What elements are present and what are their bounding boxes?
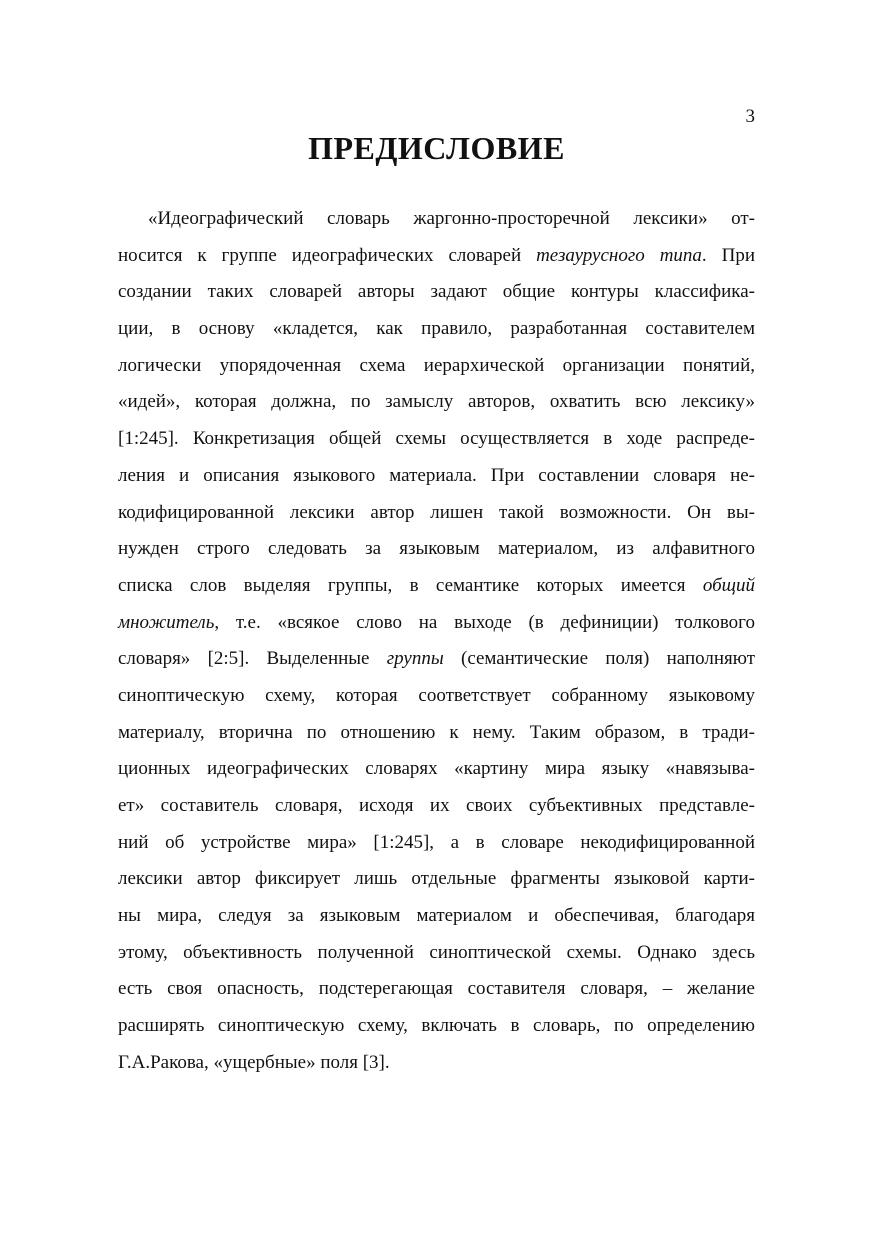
text-line [118, 495, 755, 532]
text-line [118, 971, 755, 1008]
text-segment: нужден строго следовать за языковым материалом, из алфавитного [118, 538, 755, 560]
text-segment: ционных идеографических словарях «картину мира языку «навязыва- [118, 758, 755, 780]
text-line [118, 898, 755, 935]
italic-term: группы [386, 648, 444, 670]
text-line [118, 274, 755, 311]
text-line [118, 935, 755, 972]
text-segment: создании таких словарей авторы задают общие контуры классифика- [118, 281, 755, 303]
italic-term: множитель [118, 611, 215, 633]
text-segment: ции, в основу «кладется, как правило, разработанная составителем [118, 318, 755, 340]
text-line [118, 1045, 755, 1082]
text-segment: кодифицированной лексики автор лишен такой возможности. Он вы- [118, 501, 755, 523]
text-segment: ет» составитель словаря, исходя их своих субъективных представле- [118, 795, 755, 816]
text-line [118, 238, 755, 275]
text-segment: ний об устройстве мира» [1:245], а в словаре некодифицированной [118, 831, 755, 853]
text-line [118, 421, 755, 458]
text-line [118, 311, 755, 348]
text-line [118, 568, 755, 605]
text-line [118, 605, 755, 642]
text-line [118, 751, 755, 788]
text-line [118, 788, 755, 825]
italic-term: тезаурусного типа [536, 244, 702, 266]
text-segment: [1:245]. Конкретизация общей схемы осуществляется в ходе распреде- [118, 428, 755, 450]
text-line [118, 1008, 755, 1045]
text-segment: ления и описания языкового материала. При составлении словаря не- [118, 464, 755, 486]
text-line [118, 458, 755, 495]
text-line [118, 715, 755, 752]
italic-term: общий [702, 574, 755, 596]
text-line [118, 861, 755, 898]
text-segment: ны мира, следуя за языковым материалом и обеспечивая, благодаря [118, 905, 755, 927]
page-title: ПРЕДИСЛОВИЕ [308, 130, 565, 166]
text-segment: носится к группе идеографических словарей [118, 244, 537, 266]
text-segment: (семантические поля) наполняют [443, 648, 755, 670]
text-segment: синоптическую схему, которая соответствует собранному языковому [118, 684, 755, 706]
text-line [118, 641, 755, 678]
text-line [118, 384, 755, 421]
preface-paragraph [118, 201, 755, 1082]
text-line [118, 201, 755, 238]
text-line [118, 678, 755, 715]
text-segment: Г.А.Ракова, «ущербные» поля [3]. [118, 1051, 390, 1073]
text-line [118, 825, 755, 862]
text-segment: «идей», которая должна, по замыслу авторов, охватить всю лексику» [118, 391, 755, 413]
text-segment: «Идеографический словарь жаргонно-просторечной лексики» от- [148, 208, 755, 229]
text-segment: материалу, вторична по отношению к нему. Таким образом, в тради- [118, 721, 755, 743]
text-line [118, 348, 755, 385]
text-segment: , т.е. «всякое слово на выходе (в дефиниции) толкового [214, 611, 755, 633]
text-segment: логически упорядоченная схема иерархической организации понятий, [118, 354, 755, 376]
text-line [118, 531, 755, 568]
text-segment: этому, объективность полученной синоптической схемы. Однако здесь [118, 941, 755, 963]
text-segment: . При [701, 244, 755, 266]
text-segment: словаря» [2:5]. Выделенные [118, 648, 387, 670]
text-segment: есть своя опасность, подстерегающая составителя словаря, – желание [118, 978, 755, 1000]
page-number: 3 [745, 106, 755, 127]
text-segment: расширять синоптическую схему, включать в словарь, по определению [118, 1015, 755, 1037]
text-segment: списка слов выделяя группы, в семантике которых имеется [118, 574, 703, 596]
text-segment: лексики автор фиксирует лишь отдельные фрагменты языковой карти- [118, 868, 755, 890]
